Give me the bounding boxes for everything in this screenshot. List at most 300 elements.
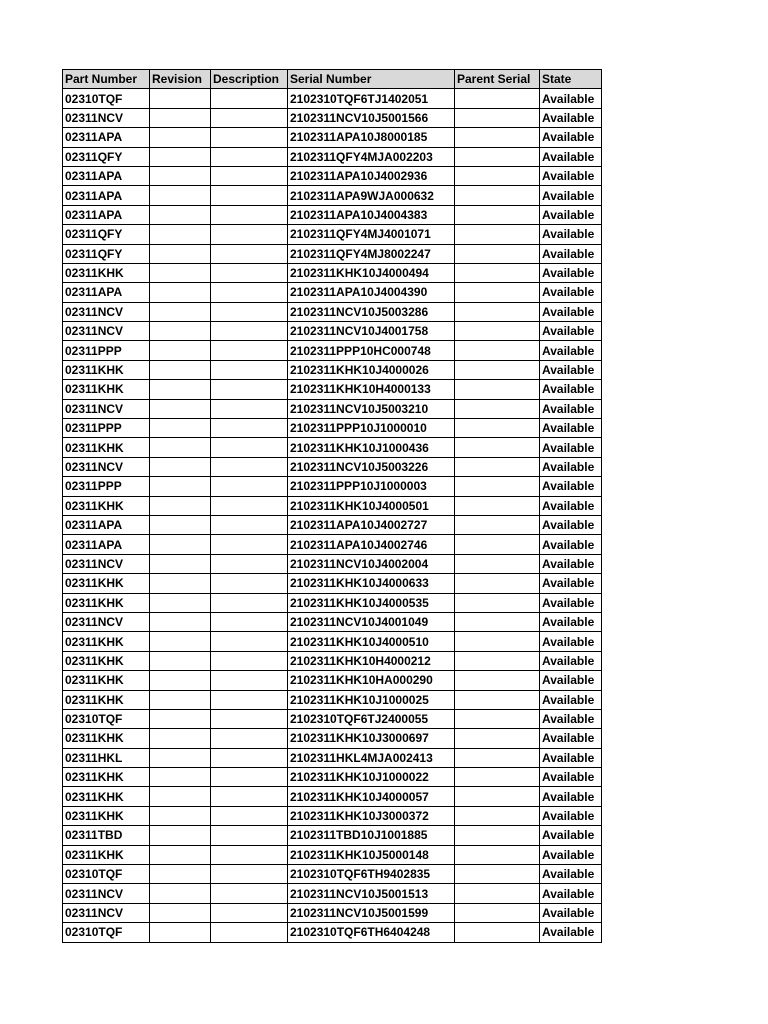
- state-cell: Available: [540, 166, 602, 185]
- revision-cell: [150, 787, 211, 806]
- description-cell: [211, 884, 288, 903]
- serial-number-cell: 2102311NCV10J5003286: [288, 302, 455, 321]
- part-number-cell: 02311NCV: [63, 457, 150, 476]
- parent-serial-cell: [455, 419, 540, 438]
- state-cell: Available: [540, 826, 602, 845]
- serial-number-cell: 2102311KHK10J3000372: [288, 806, 455, 825]
- serial-number-cell: 2102311QFY4MJ4001071: [288, 225, 455, 244]
- description-cell: [211, 225, 288, 244]
- state-cell: Available: [540, 360, 602, 379]
- description-cell: [211, 787, 288, 806]
- part-number-cell: 02311KHK: [63, 671, 150, 690]
- parent-serial-cell: [455, 225, 540, 244]
- state-cell: Available: [540, 768, 602, 787]
- part-number-cell: 02311APA: [63, 166, 150, 185]
- column-header-state: State: [540, 70, 602, 89]
- parent-serial-cell: [455, 360, 540, 379]
- state-cell: Available: [540, 205, 602, 224]
- description-cell: [211, 806, 288, 825]
- parent-serial-cell: [455, 535, 540, 554]
- revision-cell: [150, 535, 211, 554]
- part-number-cell: 02311KHK: [63, 632, 150, 651]
- description-cell: [211, 128, 288, 147]
- serial-number-cell: 2102310TQF6TJ2400055: [288, 709, 455, 728]
- description-cell: [211, 826, 288, 845]
- description-cell: [211, 322, 288, 341]
- part-number-cell: 02311NCV: [63, 884, 150, 903]
- table-body: [63, 89, 602, 942]
- description-cell: [211, 632, 288, 651]
- part-number-cell: 02311APA: [63, 515, 150, 534]
- state-cell: Available: [540, 709, 602, 728]
- revision-cell: [150, 671, 211, 690]
- serial-number-cell: 2102311KHK10J4000510: [288, 632, 455, 651]
- state-cell: Available: [540, 787, 602, 806]
- parent-serial-cell: [455, 515, 540, 534]
- parent-serial-cell: [455, 399, 540, 418]
- state-cell: Available: [540, 865, 602, 884]
- parent-serial-cell: [455, 612, 540, 631]
- serial-number-cell: 2102311TBD10J1001885: [288, 826, 455, 845]
- column-header-description: Description: [211, 70, 288, 89]
- parent-serial-cell: [455, 283, 540, 302]
- revision-cell: [150, 826, 211, 845]
- state-cell: Available: [540, 341, 602, 360]
- description-cell: [211, 903, 288, 922]
- parent-serial-cell: [455, 341, 540, 360]
- state-cell: Available: [540, 477, 602, 496]
- revision-cell: [150, 768, 211, 787]
- parent-serial-cell: [455, 302, 540, 321]
- part-number-cell: 02311NCV: [63, 554, 150, 573]
- table-row: [63, 612, 602, 631]
- table-row: [63, 244, 602, 263]
- serial-number-cell: 2102311PPP10J1000010: [288, 419, 455, 438]
- revision-cell: [150, 244, 211, 263]
- revision-cell: [150, 380, 211, 399]
- parent-serial-cell: [455, 729, 540, 748]
- parent-serial-cell: [455, 748, 540, 767]
- part-number-cell: 02311APA: [63, 128, 150, 147]
- revision-cell: [150, 496, 211, 515]
- description-cell: [211, 748, 288, 767]
- part-number-cell: 02310TQF: [63, 923, 150, 942]
- serial-number-cell: 2102311APA10J8000185: [288, 128, 455, 147]
- table-row: [63, 283, 602, 302]
- state-cell: Available: [540, 845, 602, 864]
- table-row: [63, 322, 602, 341]
- table-row: [63, 186, 602, 205]
- part-number-cell: 02311KHK: [63, 380, 150, 399]
- parent-serial-cell: [455, 380, 540, 399]
- table-row: [63, 748, 602, 767]
- serial-number-cell: 2102310TQF6TH9402835: [288, 865, 455, 884]
- description-cell: [211, 419, 288, 438]
- serial-number-cell: 2102311APA10J4002936: [288, 166, 455, 185]
- table-row: [63, 903, 602, 922]
- part-number-cell: 02311KHK: [63, 574, 150, 593]
- part-number-cell: 02311APA: [63, 535, 150, 554]
- description-cell: [211, 438, 288, 457]
- serial-number-cell: 2102311HKL4MJA002413: [288, 748, 455, 767]
- table-row: [63, 671, 602, 690]
- table-row: [63, 128, 602, 147]
- parent-serial-cell: [455, 593, 540, 612]
- revision-cell: [150, 360, 211, 379]
- serial-number-cell: 2102311APA10J4004383: [288, 205, 455, 224]
- description-cell: [211, 283, 288, 302]
- parent-serial-cell: [455, 651, 540, 670]
- parent-serial-cell: [455, 690, 540, 709]
- state-cell: Available: [540, 244, 602, 263]
- part-number-cell: 02310TQF: [63, 709, 150, 728]
- table-row: [63, 535, 602, 554]
- part-number-cell: 02311NCV: [63, 399, 150, 418]
- serial-number-cell: 2102311APA10J4002746: [288, 535, 455, 554]
- state-cell: Available: [540, 574, 602, 593]
- table-row: [63, 865, 602, 884]
- parent-serial-cell: [455, 574, 540, 593]
- description-cell: [211, 671, 288, 690]
- parent-serial-cell: [455, 186, 540, 205]
- revision-cell: [150, 554, 211, 573]
- serial-number-cell: 2102310TQF6TJ1402051: [288, 89, 455, 108]
- part-number-cell: 02311QFY: [63, 244, 150, 263]
- revision-cell: [150, 806, 211, 825]
- part-number-cell: 02311KHK: [63, 729, 150, 748]
- revision-cell: [150, 457, 211, 476]
- table-row: [63, 341, 602, 360]
- description-cell: [211, 845, 288, 864]
- serial-number-cell: 2102311QFY4MJA002203: [288, 147, 455, 166]
- state-cell: Available: [540, 283, 602, 302]
- serial-number-cell: 2102311KHK10J1000022: [288, 768, 455, 787]
- table-row: [63, 89, 602, 108]
- parent-serial-cell: [455, 89, 540, 108]
- table-row: [63, 709, 602, 728]
- part-number-cell: 02311KHK: [63, 690, 150, 709]
- revision-cell: [150, 593, 211, 612]
- serial-number-cell: 2102311NCV10J5001566: [288, 108, 455, 127]
- part-number-cell: 02311APA: [63, 205, 150, 224]
- parent-serial-cell: [455, 923, 540, 942]
- state-cell: Available: [540, 671, 602, 690]
- part-number-cell: 02311KHK: [63, 651, 150, 670]
- part-number-cell: 02311NCV: [63, 612, 150, 631]
- column-header-parent-serial: Parent Serial: [455, 70, 540, 89]
- inventory-table: [62, 69, 602, 943]
- state-cell: Available: [540, 89, 602, 108]
- parent-serial-cell: [455, 554, 540, 573]
- table-row: [63, 574, 602, 593]
- revision-cell: [150, 903, 211, 922]
- parent-serial-cell: [455, 244, 540, 263]
- description-cell: [211, 612, 288, 631]
- part-number-cell: 02311QFY: [63, 225, 150, 244]
- part-number-cell: 02310TQF: [63, 89, 150, 108]
- description-cell: [211, 477, 288, 496]
- part-number-cell: 02311KHK: [63, 360, 150, 379]
- part-number-cell: 02311NCV: [63, 108, 150, 127]
- parent-serial-cell: [455, 205, 540, 224]
- serial-number-cell: 2102311KHK10H4000133: [288, 380, 455, 399]
- serial-number-cell: 2102311KHK10J4000501: [288, 496, 455, 515]
- table-row: [63, 399, 602, 418]
- state-cell: Available: [540, 108, 602, 127]
- description-cell: [211, 496, 288, 515]
- description-cell: [211, 205, 288, 224]
- part-number-cell: 02311KHK: [63, 593, 150, 612]
- serial-number-cell: 2102311KHK10J4000494: [288, 263, 455, 282]
- part-number-cell: 02311APA: [63, 186, 150, 205]
- revision-cell: [150, 612, 211, 631]
- serial-number-cell: 2102310TQF6TH6404248: [288, 923, 455, 942]
- part-number-cell: 02311KHK: [63, 496, 150, 515]
- table-row: [63, 360, 602, 379]
- description-cell: [211, 768, 288, 787]
- table-row: [63, 263, 602, 282]
- revision-cell: [150, 632, 211, 651]
- table-row: [63, 166, 602, 185]
- serial-number-cell: 2102311KHK10J4000057: [288, 787, 455, 806]
- serial-number-cell: 2102311NCV10J4001758: [288, 322, 455, 341]
- table-row: [63, 806, 602, 825]
- part-number-cell: 02311TBD: [63, 826, 150, 845]
- table-row: [63, 205, 602, 224]
- table-row: [63, 225, 602, 244]
- header-row: [63, 70, 602, 89]
- parent-serial-cell: [455, 128, 540, 147]
- revision-cell: [150, 574, 211, 593]
- serial-number-cell: 2102311KHK10J4000633: [288, 574, 455, 593]
- parent-serial-cell: [455, 147, 540, 166]
- table-row: [63, 729, 602, 748]
- state-cell: Available: [540, 923, 602, 942]
- part-number-cell: 02311PPP: [63, 419, 150, 438]
- parent-serial-cell: [455, 438, 540, 457]
- parent-serial-cell: [455, 768, 540, 787]
- parent-serial-cell: [455, 884, 540, 903]
- serial-number-cell: 2102311NCV10J5001513: [288, 884, 455, 903]
- table-row: [63, 438, 602, 457]
- parent-serial-cell: [455, 865, 540, 884]
- column-header-serial-number: Serial Number: [288, 70, 455, 89]
- description-cell: [211, 554, 288, 573]
- table-row: [63, 477, 602, 496]
- serial-number-cell: 2102311NCV10J4002004: [288, 554, 455, 573]
- revision-cell: [150, 205, 211, 224]
- state-cell: Available: [540, 399, 602, 418]
- serial-number-cell: 2102311PPP10J1000003: [288, 477, 455, 496]
- revision-cell: [150, 729, 211, 748]
- state-cell: Available: [540, 748, 602, 767]
- serial-number-cell: 2102311KHK10H4000212: [288, 651, 455, 670]
- parent-serial-cell: [455, 457, 540, 476]
- serial-number-cell: 2102311NCV10J5003226: [288, 457, 455, 476]
- state-cell: Available: [540, 225, 602, 244]
- table-row: [63, 593, 602, 612]
- revision-cell: [150, 865, 211, 884]
- revision-cell: [150, 690, 211, 709]
- description-cell: [211, 574, 288, 593]
- table-row: [63, 845, 602, 864]
- parent-serial-cell: [455, 787, 540, 806]
- serial-number-cell: 2102311APA10J4004390: [288, 283, 455, 302]
- description-cell: [211, 535, 288, 554]
- state-cell: Available: [540, 884, 602, 903]
- parent-serial-cell: [455, 166, 540, 185]
- description-cell: [211, 380, 288, 399]
- parent-serial-cell: [455, 826, 540, 845]
- revision-cell: [150, 419, 211, 438]
- state-cell: Available: [540, 419, 602, 438]
- state-cell: Available: [540, 263, 602, 282]
- table-row: [63, 302, 602, 321]
- serial-number-cell: 2102311APA10J4002727: [288, 515, 455, 534]
- table-row: [63, 787, 602, 806]
- description-cell: [211, 263, 288, 282]
- part-number-cell: 02311QFY: [63, 147, 150, 166]
- serial-number-cell: 2102311KHK10J5000148: [288, 845, 455, 864]
- part-number-cell: 02311NCV: [63, 302, 150, 321]
- part-number-cell: 02311NCV: [63, 322, 150, 341]
- serial-number-cell: 2102311NCV10J5001599: [288, 903, 455, 922]
- revision-cell: [150, 748, 211, 767]
- serial-number-cell: 2102311KHK10J1000436: [288, 438, 455, 457]
- parent-serial-cell: [455, 322, 540, 341]
- state-cell: Available: [540, 147, 602, 166]
- serial-number-cell: 2102311KHK10J4000535: [288, 593, 455, 612]
- revision-cell: [150, 322, 211, 341]
- table-row: [63, 690, 602, 709]
- state-cell: Available: [540, 457, 602, 476]
- description-cell: [211, 302, 288, 321]
- state-cell: Available: [540, 302, 602, 321]
- column-header-revision: Revision: [150, 70, 211, 89]
- revision-cell: [150, 89, 211, 108]
- description-cell: [211, 865, 288, 884]
- state-cell: Available: [540, 632, 602, 651]
- description-cell: [211, 341, 288, 360]
- table-row: [63, 108, 602, 127]
- state-cell: Available: [540, 554, 602, 573]
- parent-serial-cell: [455, 806, 540, 825]
- state-cell: Available: [540, 128, 602, 147]
- state-cell: Available: [540, 690, 602, 709]
- state-cell: Available: [540, 438, 602, 457]
- table-row: [63, 419, 602, 438]
- part-number-cell: 02311HKL: [63, 748, 150, 767]
- table-row: [63, 457, 602, 476]
- description-cell: [211, 593, 288, 612]
- part-number-cell: 02311KHK: [63, 768, 150, 787]
- description-cell: [211, 709, 288, 728]
- state-cell: Available: [540, 903, 602, 922]
- part-number-cell: 02311KHK: [63, 787, 150, 806]
- table-row: [63, 515, 602, 534]
- serial-number-cell: 2102311KHK10J1000025: [288, 690, 455, 709]
- part-number-cell: 02311APA: [63, 283, 150, 302]
- parent-serial-cell: [455, 263, 540, 282]
- description-cell: [211, 186, 288, 205]
- revision-cell: [150, 477, 211, 496]
- description-cell: [211, 147, 288, 166]
- state-cell: Available: [540, 593, 602, 612]
- state-cell: Available: [540, 612, 602, 631]
- revision-cell: [150, 515, 211, 534]
- parent-serial-cell: [455, 496, 540, 515]
- revision-cell: [150, 263, 211, 282]
- description-cell: [211, 399, 288, 418]
- table-row: [63, 768, 602, 787]
- serial-number-cell: 2102311NCV10J4001049: [288, 612, 455, 631]
- table-row: [63, 380, 602, 399]
- description-cell: [211, 108, 288, 127]
- state-cell: Available: [540, 651, 602, 670]
- serial-number-cell: 2102311KHK10J3000697: [288, 729, 455, 748]
- state-cell: Available: [540, 806, 602, 825]
- serial-number-cell: 2102311PPP10HC000748: [288, 341, 455, 360]
- table-row: [63, 884, 602, 903]
- description-cell: [211, 360, 288, 379]
- description-cell: [211, 729, 288, 748]
- table-row: [63, 632, 602, 651]
- table-row: [63, 923, 602, 942]
- revision-cell: [150, 147, 211, 166]
- revision-cell: [150, 225, 211, 244]
- state-cell: Available: [540, 186, 602, 205]
- revision-cell: [150, 709, 211, 728]
- table-row: [63, 554, 602, 573]
- table-row: [63, 651, 602, 670]
- parent-serial-cell: [455, 709, 540, 728]
- revision-cell: [150, 651, 211, 670]
- parent-serial-cell: [455, 903, 540, 922]
- part-number-cell: 02311KHK: [63, 806, 150, 825]
- revision-cell: [150, 438, 211, 457]
- description-cell: [211, 244, 288, 263]
- revision-cell: [150, 341, 211, 360]
- revision-cell: [150, 186, 211, 205]
- revision-cell: [150, 128, 211, 147]
- description-cell: [211, 457, 288, 476]
- parent-serial-cell: [455, 632, 540, 651]
- revision-cell: [150, 108, 211, 127]
- state-cell: Available: [540, 380, 602, 399]
- description-cell: [211, 515, 288, 534]
- description-cell: [211, 166, 288, 185]
- serial-number-cell: 2102311KHK10J4000026: [288, 360, 455, 379]
- revision-cell: [150, 302, 211, 321]
- part-number-cell: 02311NCV: [63, 903, 150, 922]
- revision-cell: [150, 399, 211, 418]
- description-cell: [211, 651, 288, 670]
- parent-serial-cell: [455, 108, 540, 127]
- revision-cell: [150, 845, 211, 864]
- description-cell: [211, 923, 288, 942]
- parent-serial-cell: [455, 477, 540, 496]
- revision-cell: [150, 283, 211, 302]
- state-cell: Available: [540, 496, 602, 515]
- serial-number-cell: 2102311QFY4MJ8002247: [288, 244, 455, 263]
- revision-cell: [150, 923, 211, 942]
- part-number-cell: 02311KHK: [63, 438, 150, 457]
- serial-number-cell: 2102311KHK10HA000290: [288, 671, 455, 690]
- table-row: [63, 496, 602, 515]
- serial-number-cell: 2102311APA9WJA000632: [288, 186, 455, 205]
- parent-serial-cell: [455, 671, 540, 690]
- description-cell: [211, 690, 288, 709]
